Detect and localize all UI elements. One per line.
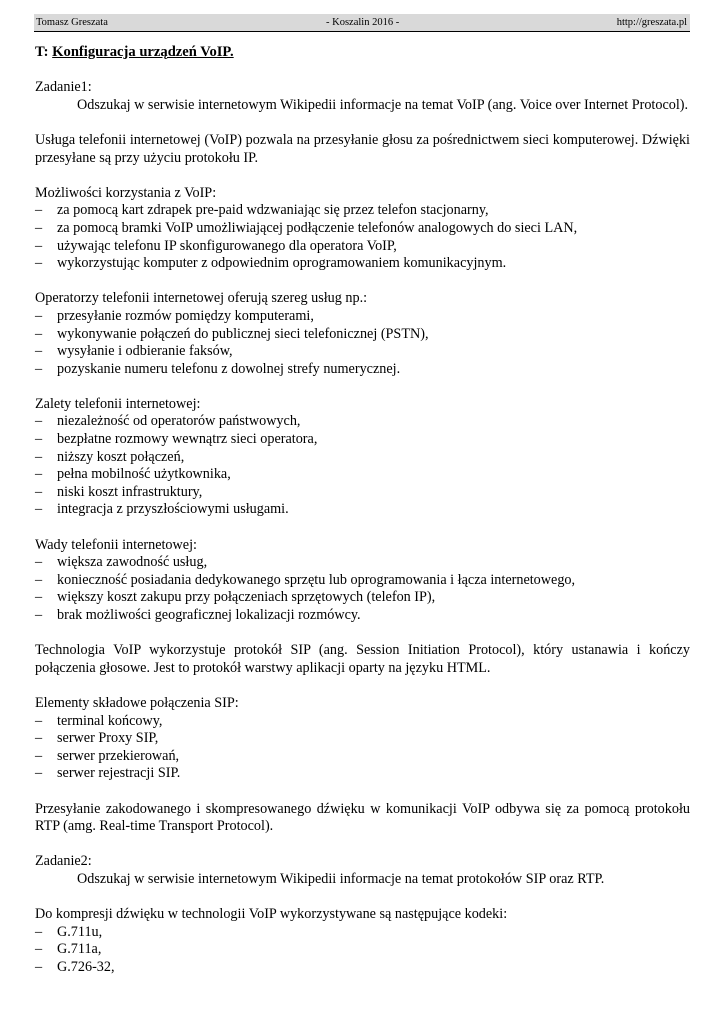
header-author: Tomasz Greszata (36, 17, 108, 28)
codecs-list (35, 924, 690, 977)
task1-label: Zadanie1: (35, 79, 92, 96)
dash-bullet: – (35, 255, 43, 272)
header-url: http://greszata.pl (616, 17, 687, 28)
list-item: – bezpłatne rozmowy wewnątrz sieci operatora, (35, 431, 318, 448)
list-item: – G.726-32, (35, 958, 115, 975)
list-item: – wysyłanie i odbieranie faksów, (35, 343, 233, 360)
list-item: – niezależność od operatorów państwowych, (35, 413, 301, 430)
dash-bullet: – (35, 501, 43, 518)
title-prefix: T: (35, 44, 53, 60)
task2-text: Odszukaj w serwisie internetowym Wikipedii informacje na temat protokołów SIP oraz RTP. (77, 870, 605, 887)
list-item: – integracja z przyszłościowymi usługami. (35, 501, 289, 518)
dash-bullet: – (35, 589, 43, 606)
list-item: – używając telefonu IP skonfigurowanego dla operatora VoIP, (35, 237, 397, 254)
page-header (34, 14, 690, 32)
list-item: – brak możliwości geograficznej lokalizacji rozmówcy. (35, 607, 361, 623)
list-item: – niski koszt infrastruktury, (35, 483, 203, 500)
list-item: – wykorzystując komputer z odpowiednim oprogramowaniem komunikacyjnym. (35, 255, 507, 272)
dash-bullet: – (35, 958, 43, 975)
list-item: – G.711u, (35, 923, 103, 940)
list-item: – G.711a, (35, 941, 102, 958)
task1-text: Odszukaj w serwisie internetowym Wikipedii informacje na temat VoIP (ang. Voice over Internet Protocol). (77, 96, 689, 113)
disadvantages-heading: Wady telefonii internetowej: (35, 536, 197, 553)
sip-elements-list (35, 713, 690, 783)
dash-bullet: – (35, 431, 43, 448)
dash-bullet: – (35, 571, 43, 588)
intro-paragraph: Usługa telefonii internetowej (VoIP) pozwala na przesyłanie głosu za pośrednictwem sieci komputerowej. Dźwięki przesyłane są przy użyciu protokołu IP. (35, 131, 690, 166)
list-item: – za pomocą kart zdrapek pre-paid wdzwaniając się przez telefon stacjonarny, (35, 202, 489, 219)
header-place-year: - Koszalin 2016 - (326, 17, 400, 28)
list-item: – serwer przekierowań, (35, 747, 180, 764)
dash-bullet: – (35, 448, 43, 465)
dash-bullet: – (35, 747, 43, 764)
list-item: – większa zawodność usług, (35, 554, 208, 571)
rtp-paragraph: Przesyłanie zakodowanego i skompresowanego dźwięku w komunikacji VoIP odbywa się za pomocą protokołu RTP (amg. Real-time Transport Protocol). (35, 800, 690, 835)
disadvantages-list (35, 554, 690, 624)
dash-bullet: – (35, 413, 43, 430)
advantages-list (35, 413, 690, 519)
dash-bullet: – (35, 941, 43, 958)
advantages-heading: Zalety telefonii internetowej: (35, 395, 201, 412)
dash-bullet: – (35, 325, 43, 342)
list-item: – serwer rejestracji SIP. (35, 765, 181, 782)
list-item: – za pomocą bramki VoIP umożliwiającej podłączenie telefonów analogowych do sieci LAN, (35, 219, 578, 236)
dash-bullet: – (35, 730, 43, 747)
operators-heading: Operatorzy telefonii internetowej oferują szereg usług np.: (35, 290, 368, 307)
sip-elements-heading: Elementy składowe połączenia SIP: (35, 694, 239, 711)
document-body (35, 44, 690, 976)
list-item: – serwer Proxy SIP, (35, 730, 159, 747)
list-item: – przesyłanie rozmów pomiędzy komputerami, (35, 307, 314, 324)
task2-label: Zadanie2: (35, 853, 92, 870)
dash-bullet: – (35, 712, 43, 729)
dash-bullet: – (35, 466, 43, 483)
dash-bullet: – (35, 237, 43, 254)
list-item: – konieczność posiadania dedykowanego sprzętu lub oprogramowania i łącza internetowego, (35, 571, 576, 588)
sip-paragraph: Technologia VoIP wykorzystuje protokół SIP (ang. Session Initiation Protocol), który ustanawia i kończy połączenia głosowe. Jest to protokół warstwy aplikacji oparty na języku HTML. (35, 642, 690, 676)
list-item: – niższy koszt połączeń, (35, 448, 185, 465)
dash-bullet: – (35, 202, 43, 219)
codecs-heading: Do kompresji dźwięku w technologii VoIP wykorzystywane są następujące kodeki: (35, 906, 508, 923)
possibilities-list (35, 202, 690, 272)
operators-list (35, 308, 690, 378)
title-text: Konfiguracja urządzeń VoIP. (52, 44, 234, 60)
dash-bullet: – (35, 360, 43, 377)
possibilities-heading: Możliwości korzystania z VoIP: (35, 184, 217, 201)
dash-bullet: – (35, 343, 43, 360)
list-item: – większy koszt zakupu przy połączeniach sprzętowych (telefon IP), (35, 589, 436, 606)
list-item: – wykonywanie połączeń do publicznej sieci telefonicznej (PSTN), (35, 325, 429, 342)
list-item: – terminal końcowy, (35, 712, 163, 729)
dash-bullet: – (35, 307, 43, 324)
page-title (35, 44, 690, 62)
list-item: – pozyskanie numeru telefonu z dowolnej strefy numerycznej. (35, 360, 401, 377)
dash-bullet: – (35, 765, 43, 782)
dash-bullet: – (35, 923, 43, 940)
dash-bullet: – (35, 483, 43, 500)
list-item: – pełna mobilność użytkownika, (35, 466, 231, 483)
dash-bullet: – (35, 607, 43, 623)
dash-bullet: – (35, 219, 43, 236)
dash-bullet: – (35, 554, 43, 571)
